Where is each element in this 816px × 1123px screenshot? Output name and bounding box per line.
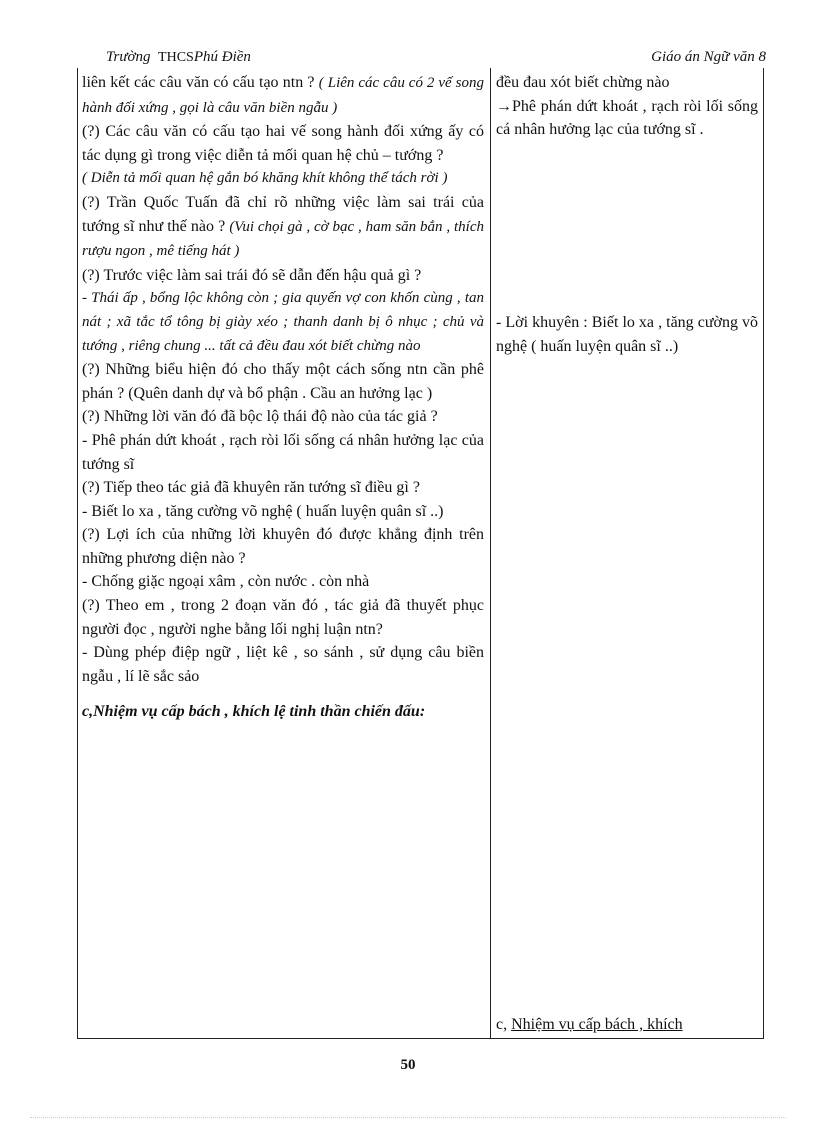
header-school-type: THCS [158, 50, 194, 65]
question: (?) Theo em , trong 2 đoạn văn đó , tác giả đã thuyết phục người đọc , người nghe bằng lối nghị luận ntn? [82, 597, 484, 638]
answer: - Phê phán dứt khoát , rạch ròi lối sống cá nhân hưởng lạc của tướng sĩ [82, 431, 484, 473]
page-number: 50 [400, 1057, 416, 1073]
answer: - Dùng phép điệp ngữ , liệt kê , so sánh , sử dụng câu biền ngẫu , lí lẽ sắc sảo [82, 644, 484, 685]
activity-column [82, 71, 484, 724]
question: (?) Những biểu hiện đó cho thấy một cách sống ntn cần phê phán ? (Quên danh dự và bổ phận . Cầu an hưởng lạc ) [82, 361, 484, 402]
content-section-heading: c, Nhiệm vụ cấp bách , khích [496, 1016, 683, 1033]
answer: - Chống giặc ngoại xâm , còn nước . còn nhà [82, 573, 370, 591]
column-divider [490, 68, 491, 1038]
question: (?) Các câu văn có cấu tạo hai vế song hành đối xứng ấy có tác dụng gì trong việc diễn tả mối quan hệ chủ – tướng ? [82, 123, 484, 164]
footer-rule [30, 1117, 786, 1118]
content-conclusion: →Phê phán dứt khoát , rạch ròi lối sống cá nhân hưởng lạc của tướng sĩ . [496, 97, 758, 139]
content-line: đều đau xót biết chừng nào [496, 74, 670, 91]
section-heading: c,Nhiệm vụ cấp bách , khích lệ tinh thần chiến đấu: [82, 703, 426, 721]
question: (?) Trước việc làm sai trái đó sẽ dẫn đến hậu quả gì ? [82, 266, 422, 284]
content-column-advice [496, 311, 758, 358]
answer-italic: - Thái ấp , bổng lộc không còn ; gia quyến vợ con khốn cùng , tan nát ; xã tắc tổ tông bị giày xéo ; thanh danh bị ô nhục ; chủ và tướng , riêng chung ... tất cả đều đau xót biết chừng nào [82, 290, 484, 354]
question: (?) Lợi ích của những lời khuyên đó được khẳng định trên những phương diện nào ? [82, 526, 484, 567]
header-school: Trường THCSPhú Điền [106, 49, 251, 65]
answer: - Biết lo xa , tăng cường võ nghệ ( huấn luyện quân sĩ ..) [82, 502, 444, 520]
answer-italic: ( Diễn tả mối quan hệ gắn bó khăng khít không thể tách rời ) [82, 170, 448, 187]
header-subject: Giáo án Ngữ văn 8 [651, 49, 766, 65]
question: (?) Tiếp theo tác giả đã khuyên răn tướng sĩ điều gì ? [82, 479, 420, 497]
table-right-border [763, 68, 764, 1038]
paragraph: liên kết các câu văn có cấu tạo ntn ? ( Liên các câu có 2 vế song hành đối xứng , gọi là câu văn biền ngẫu ) [82, 74, 485, 116]
lesson-table [77, 68, 764, 1039]
question: (?) Những lời văn đó đã bộc lộ thái độ nào của tác giả ? [82, 408, 438, 426]
content-advice: - Lời khuyên : Biết lo xa , tăng cường võ nghệ ( huấn luyện quân sĩ ..) [496, 314, 758, 355]
content-column-top [496, 71, 758, 142]
spacer [82, 688, 484, 700]
question: (?) Trần Quốc Tuấn đã chỉ rõ những việc làm sai trái của tướng sĩ như thế nào ? (Vui chọi gà , cờ bạc , ham săn bắn , thích rượu ngon , mê tiếng hát ) [82, 193, 484, 260]
